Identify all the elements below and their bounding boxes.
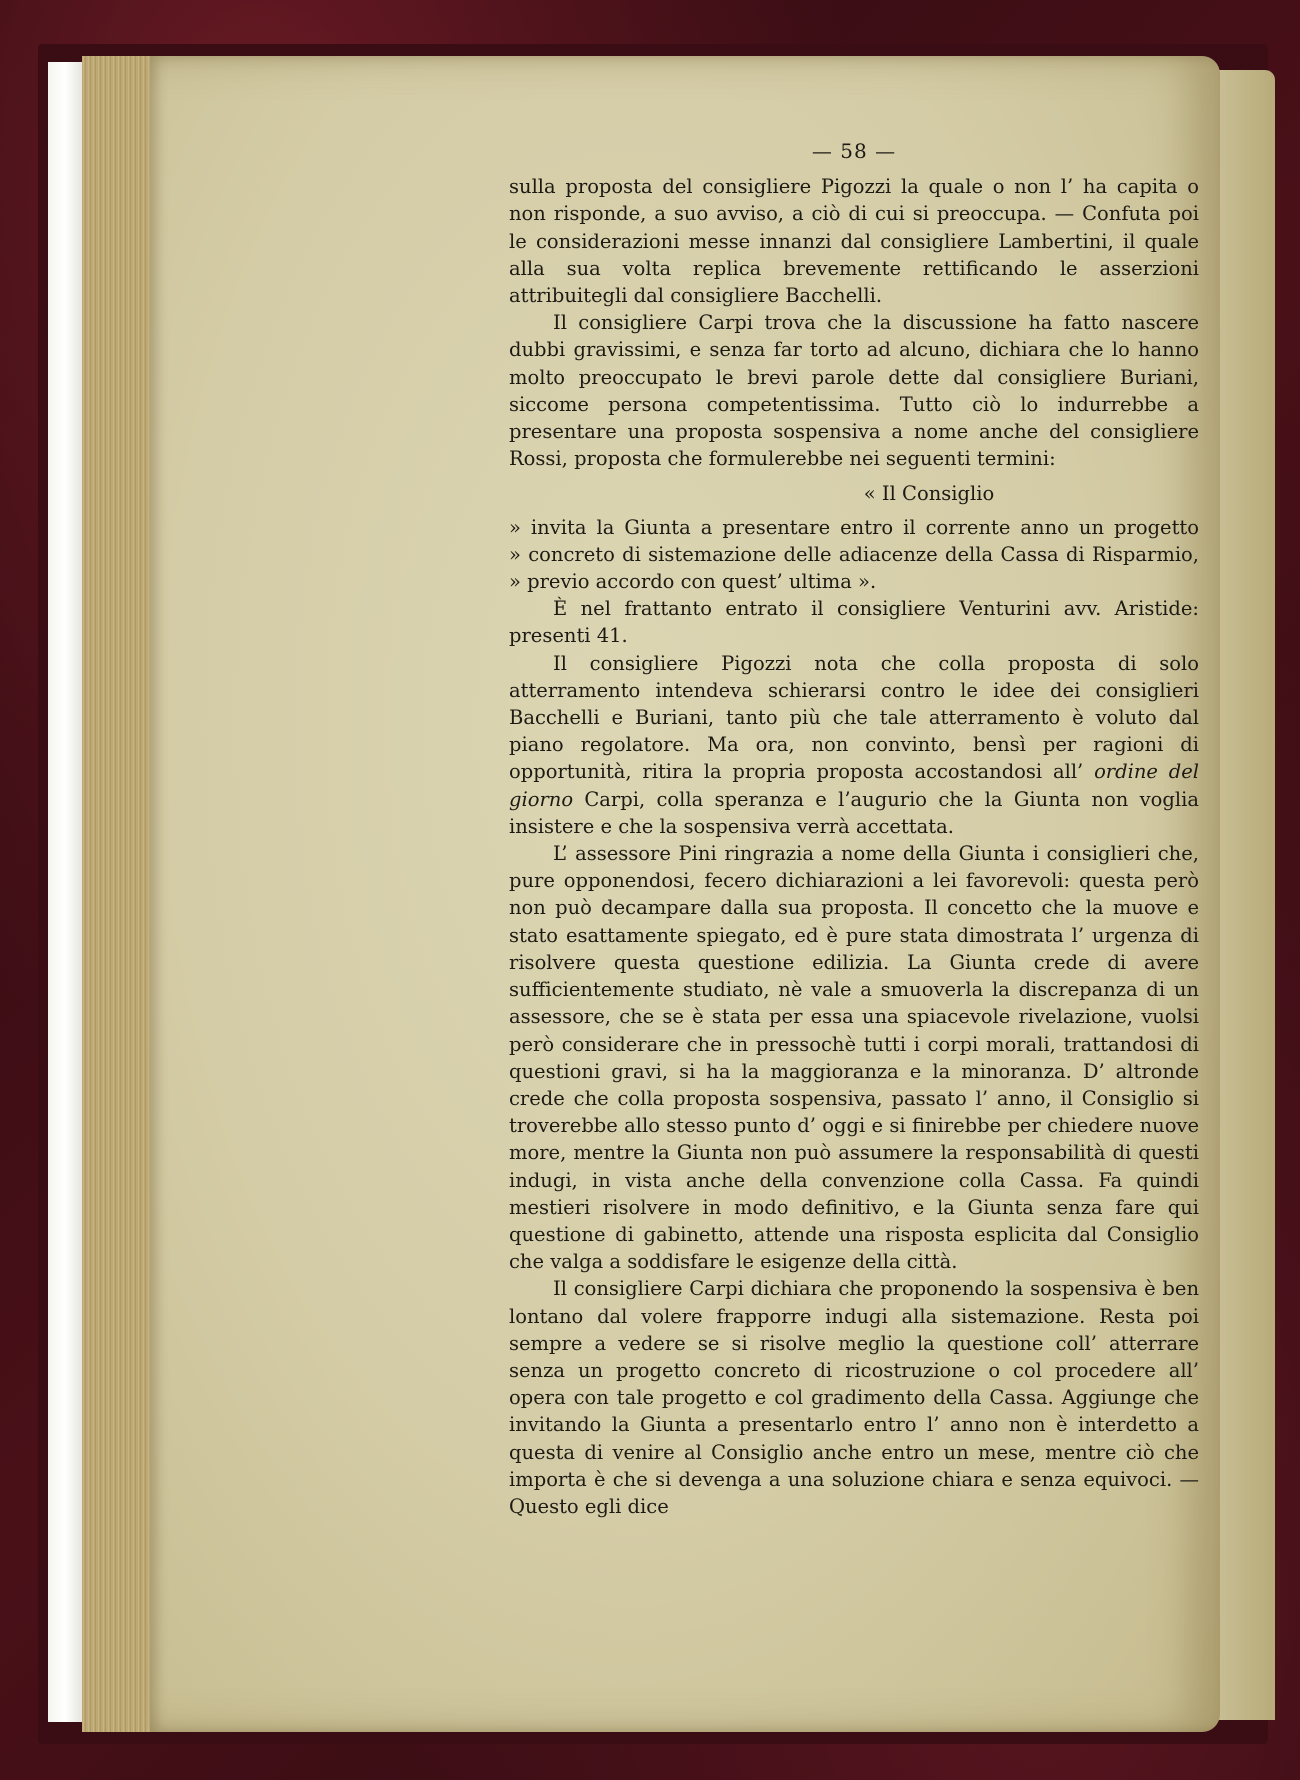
page-text [509, 138, 1199, 1520]
paragraph-venturini: È nel frattanto entrato il consigliere Venturini avv. Aristide: presenti 41. [509, 597, 1199, 648]
paragraph-pigozzi-part: Il consigliere Pigozzi nota che colla proposta di solo atterramento intendeva schierarsi contro le idee dei consiglieri Bacchelli e Buriani, tanto più che tale atterramento è voluto dal piano regolatore. Ma ora, non convinto, bensì per ragioni di opportunità, ritira la propria proposta accostandosi all’ [509, 651, 1199, 784]
motion-line: » previo accordo con quest’ ultima ». [509, 570, 877, 594]
page-number: — 58 — [811, 139, 897, 163]
paragraph-carpi: Il consigliere Carpi trova che la discussione ha fatto nascere dubbi gravissimi, e senza far torto ad alcuno, dichiara che lo hanno molto preoccupato le brevi parole dette dal consigliere Buriani, siccome persona competentissima. Tutto ciò lo indurrebbe a presentare una proposta sospensiva a nome anche del consigliere Rossi, proposta che formulerebbe nei seguenti termini: [509, 311, 1199, 471]
facing-page-edge [1215, 70, 1275, 1720]
paragraph-pigozzi-part: Carpi, colla speranza e l’augurio che la Giunta non voglia insistere e che la sospensiva verrà accettata. [509, 787, 1199, 838]
paragraph-pigozzi [509, 650, 1199, 840]
paragraph-carpi-reply: Il consigliere Carpi dichiara che proponendo la sospensiva è ben lontano dal volere frapporre indugi alla sistemazione. Resta poi sempre a vedere se si risolve meglio la questione coll’ atterrare senza un progetto concreto di ricostruzione o col procedere all’ opera con tale progetto e col gradimento della Cassa. Aggiunge che invitando la Giunta a presentarlo entro l’ anno non è interdetto a questa di venire al Consiglio anche entro un mese, mentre ciò che importa è che si devenga a una soluzione chiara e senza equivoci. — Questo egli dice [509, 1277, 1199, 1518]
motion-heading: « Il Consiglio [863, 482, 995, 506]
paragraph-continuation: sulla proposta del consigliere Pigozzi la quale o non l’ ha capita o non risponde, a suo avviso, a ciò di cui si preoccupa. — Confuta poi le considerazioni messe innanzi dal consigliere Lambertini, il quale alla sua volta replica brevemente rettificando le asserzioni attribuitegli dal consigliere Bacchelli. [509, 175, 1199, 308]
page-stack-edge [82, 56, 152, 1732]
paragraph-pini: L’ assessore Pini ringrazia a nome della Giunta i consiglieri che, pure opponendosi, fecero dichiarazioni a lei favorevoli: questa però non può decampare dalla sua proposta. Il concetto che la muove e stato esattamente spiegato, ed è pure stata dimostrata l’ urgenza di risolvere questa questione edilizia. La Giunta crede di avere sufficientemente studiato, nè vale a smuoverla la discrepanza di un assessore, che se è stata per essa una spiacevole rivelazione, vuolsi però considerare che in pressochè tutti i corpi morali, trattandosi di questioni gravi, si ha la maggioranza e la minoranza. D’ altronde crede che colla proposta sospensiva, passato l’ anno, il Consiglio si troverebbe allo stesso punto d’ oggi e si finirebbe per chiedere nuove more, mentre la Giunta non può assumere la responsabilità di questi indugi, in vista anche della convenzione colla Cassa. Fa quindi mestieri risolvere in modo definitivo, e la Giunta senza fare qui questione di gabinetto, attende una risposta esplicita dal Consiglio che valga a soddisfare le esigenze della città. [509, 842, 1199, 1274]
motion-line: » concreto di sistemazione delle adiacenze della Cassa di Risparmio, [509, 542, 1199, 566]
italic-ordine-del-giorno: ordine del giorno [509, 760, 1199, 811]
white-margin-strip [48, 62, 82, 1722]
motion-line: » invita la Giunta a presentare entro il corrente anno un progetto [509, 515, 1199, 539]
